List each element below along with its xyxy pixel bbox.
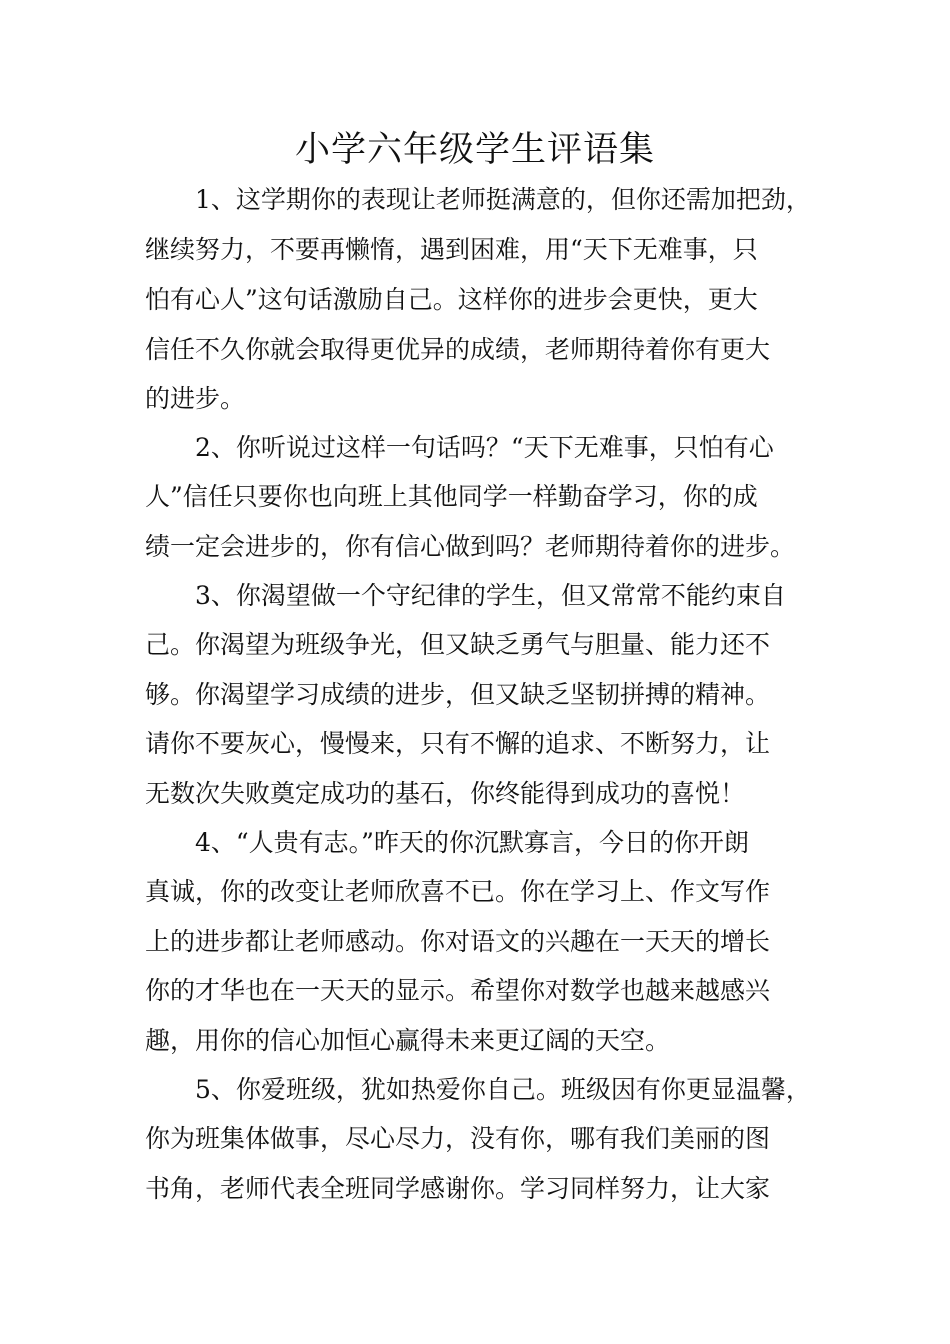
- comment-3-line-2: 己。你渴望为班级争光，但又缺乏勇气与胆量、能力还不: [145, 630, 771, 659]
- comment-1-line-5: 的进步。: [145, 384, 246, 413]
- document-title: 小学六年级学生评语集: [294, 130, 655, 170]
- comment-1-line-4: 信任不久你就会取得更优异的成绩，老师期待着你有更大: [145, 335, 771, 364]
- comment-3-line-5: 无数次失败奠定成功的基石，你终能得到成功的喜悦！: [145, 779, 746, 808]
- comment-4-line-3: 上的进步都让老师感动。你对语文的兴趣在一天天的增长: [145, 927, 771, 956]
- comment-5-line-3: 书角，老师代表全班同学感谢你。学习同样努力，让大家: [145, 1174, 771, 1203]
- comment-5-line-2: 你为班集体做事，尽心尽力，没有你，哪有我们美丽的图: [145, 1124, 771, 1153]
- comment-3-line-1: 3、你渴望做一个守纪律的学生，但又常常不能约束自: [195, 581, 786, 610]
- comment-3-line-4: 请你不要灰心，慢慢来，只有不懈的追求、不断努力，让: [145, 729, 771, 758]
- comment-3-line-3: 够。你渴望学习成绩的进步，但又缺乏坚韧拼搏的精神。: [145, 680, 771, 709]
- comment-1-line-2: 继续努力，不要再懒惰，遇到困难，用“天下无难事，只: [145, 235, 758, 264]
- comment-1-line-3: 怕有心人”这句话激励自己。这样你的进步会更快，更大: [145, 285, 758, 314]
- comment-1-line-1: 1、这学期你的表现让老师挺满意的，但你还需加把劲，: [195, 185, 811, 214]
- comment-4-line-4: 你的才华也在一天天的显示。希望你对数学也越来越感兴: [145, 976, 771, 1005]
- comment-2-line-1: 2、你听说过这样一句话吗？“天下无难事，只怕有心: [195, 433, 774, 462]
- comment-5-line-1: 5、你爱班级，犹如热爱你自己。班级因有你更显温馨，: [195, 1075, 811, 1104]
- comment-2-line-3: 绩一定会进步的，你有信心做到吗？老师期待着你的进步。: [145, 532, 796, 561]
- comment-4-line-5: 趣，用你的信心加恒心赢得未来更辽阔的天空。: [145, 1026, 671, 1055]
- comment-4-line-1: 4、“人贵有志。”昨天的你沉默寡言，今日的你开朗: [195, 828, 749, 857]
- comment-2-line-2: 人”信任只要你也向班上其他同学一样勤奋学习，你的成: [145, 482, 758, 511]
- comment-4-line-2: 真诚，你的改变让老师欣喜不已。你在学习上、作文写作: [145, 877, 771, 906]
